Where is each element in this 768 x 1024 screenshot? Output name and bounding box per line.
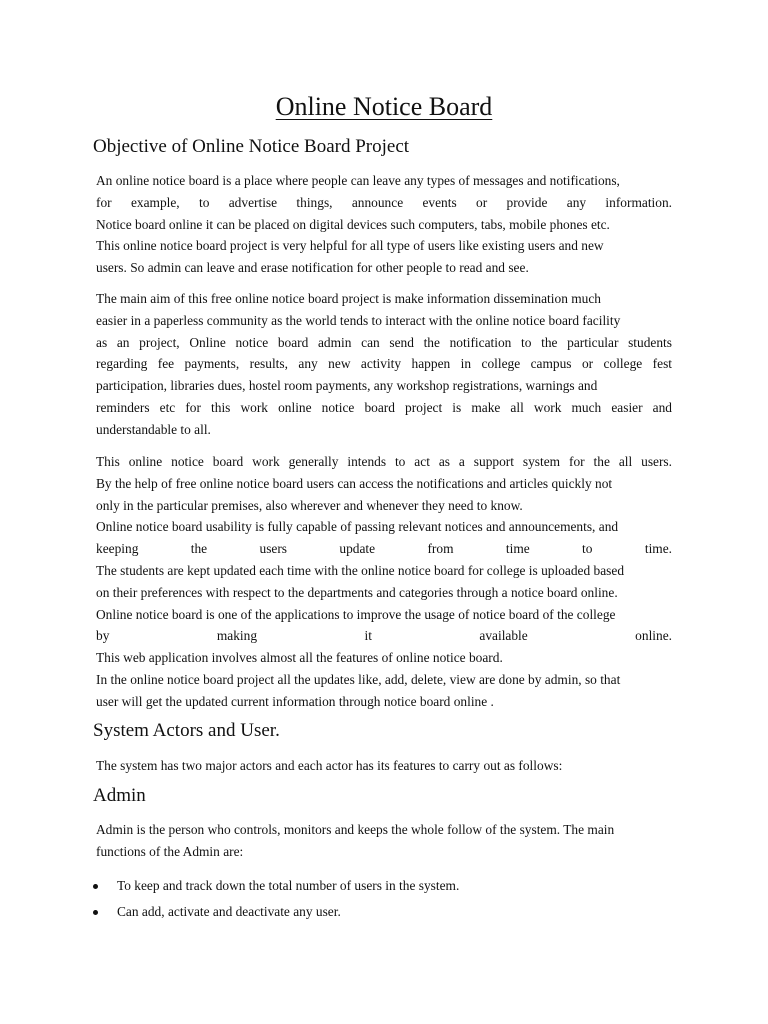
text-line: reminders etc for this work online notice board project is make all work much easier and [96,399,672,415]
document-title: Online Notice Board [275,92,493,121]
text-line: keeping the users update from time to time. [96,541,672,557]
admin-heading: Admin [93,785,146,806]
objective-heading: Objective of Online Notice Board Project [93,136,410,157]
text-line: By the help of free online notice board users can access the notifications and articles quickly not [96,475,613,491]
text-line: This online notice board project is very helpful for all type of users like existing users and new [96,238,604,254]
text-line: The main aim of this free online notice board project is make information dissemination much [96,291,601,306]
text-line: only in the particular premises, also wherever and whenever they need to know. [96,497,523,513]
text-line: functions of the Admin are: [96,843,244,859]
list-item-text: To keep and track down the total number of users in the system. [117,878,460,893]
text-line: user will get the updated current information through notice board online . [96,693,494,709]
text-line: Online notice board usability is fully capable of passing relevant notices and announcements, and [96,519,619,535]
text-line: An online notice board is a place where people can leave any types of messages and notifications, [96,173,620,188]
text-line: for example, to advertise things, announce events or provide any information. [96,194,672,210]
text-line: understandable to all. [96,421,211,437]
text-line: by making it available online. [96,628,672,644]
text-line: The system has two major actors and each actor has its features to carry out as follows: [96,758,563,773]
objective-paragraph-2 [96,288,672,441]
text-line: easier in a paperless community as the world tends to interact with the online notice board facility [96,312,621,328]
text-line: Admin is the person who controls, monitors and keeps the whole follow of the system. The main [96,822,615,837]
admin-functions-list [0,876,768,928]
text-line: regarding fee payments, results, any new activity happen in college campus or college fest [96,356,672,372]
text-line: In the online notice board project all the updates like, add, delete, view are done by admin, so that [96,671,621,687]
text-line: Online notice board is one of the applications to improve the usage of notice board of the college [96,606,616,622]
list-item [0,876,768,902]
objective-paragraph-1 [96,170,672,279]
bullet-icon [93,910,98,915]
text-line: as an project, Online notice board admin can send the notification to the particular students [96,334,672,350]
admin-paragraph [96,819,672,863]
bullet-icon [93,884,98,889]
list-item-text: Can add, activate and deactivate any user. [117,904,341,919]
text-line: The students are kept updated each time with the online notice board for college is uploaded based [96,562,625,578]
text-line: participation, libraries dues, hostel room payments, any workshop registrations, warnings and [96,378,598,394]
text-line: on their preferences with respect to the departments and categories through a notice board online. [96,584,618,600]
actors-paragraph [96,755,672,777]
list-item [0,902,768,928]
objective-paragraph-3 [96,451,672,713]
actors-heading: System Actors and User. [93,720,280,741]
text-line: This online notice board work generally intends to act as a support system for the all users. [96,454,672,469]
text-line: Notice board online it can be placed on digital devices such computers, tabs, mobile phones etc. [96,216,610,232]
text-line: users. So admin can leave and erase notification for other people to read and see. [96,260,529,276]
text-line: This web application involves almost all the features of online notice board. [96,650,503,666]
